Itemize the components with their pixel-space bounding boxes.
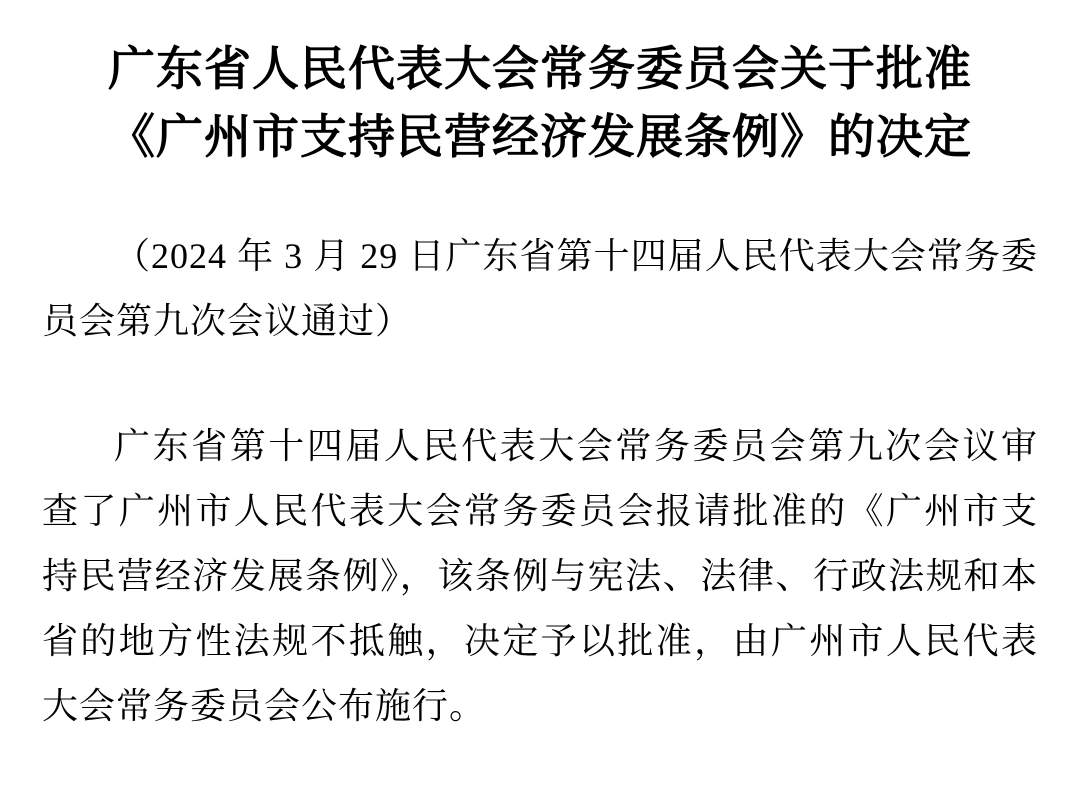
document-title-line-1: 广东省人民代表大会常务委员会关于批准 xyxy=(108,44,972,96)
body-paragraph: 广东省第十四届人民代表大会常务委员会第九次会议审查了广州市人民代表大会常务委员会报请批准的《广州市支持民营经济发展条例》，该条例与宪法、法律、行政法规和本省的地方性法规不抵触，决定予以批准，由广州市人民代表大会常务委员会公布施行。 xyxy=(42,426,1038,726)
document-title-line-2: 《广州市支持民营经济发展条例》的决定 xyxy=(108,112,972,164)
document-title xyxy=(42,36,1038,172)
adoption-date-note: （2024 年 3 月 29 日广东省第十四届人民代表大会常务委员会第九次会议通过） xyxy=(42,236,1038,341)
